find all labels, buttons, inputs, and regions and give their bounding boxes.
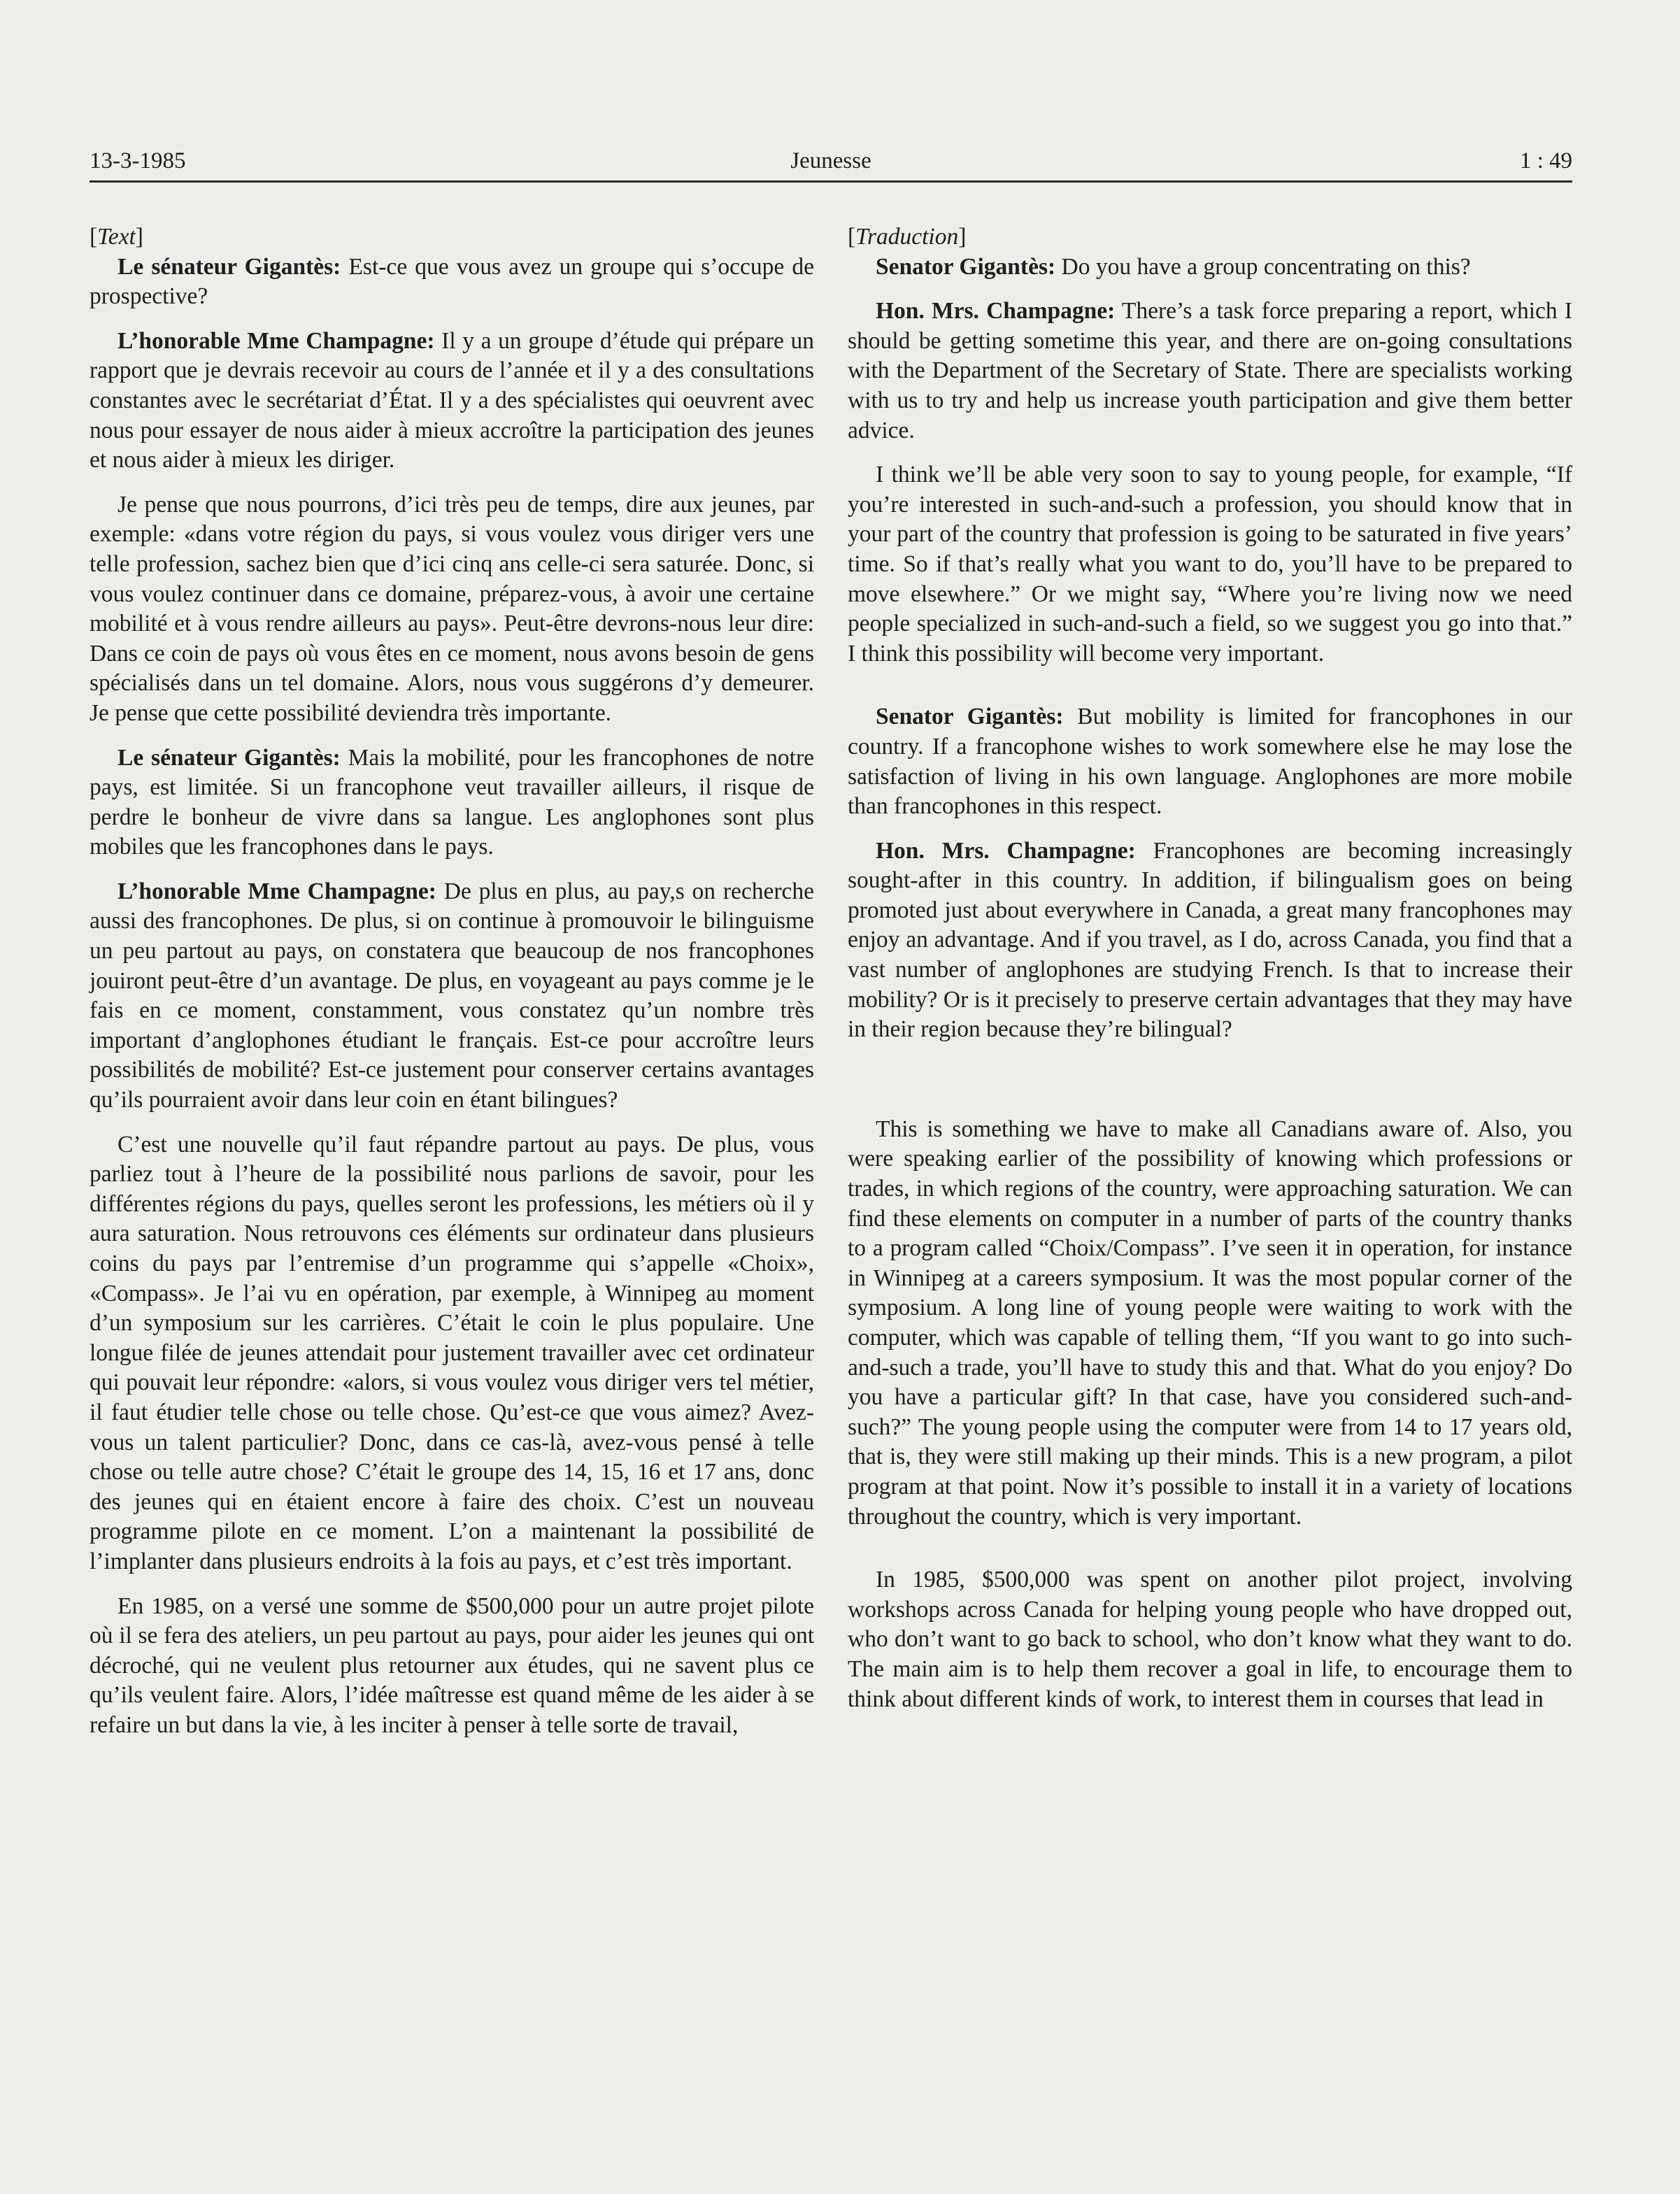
paragraph	[848, 836, 1572, 1045]
header-page-number: 1 : 49	[1519, 148, 1572, 173]
speaker-name: Hon. Mrs. Champagne:	[876, 298, 1116, 325]
paragraph	[90, 1130, 814, 1577]
paragraph	[90, 490, 814, 729]
speaker-name: Le sénateur Gigantès:	[118, 744, 341, 771]
paragraph	[848, 1115, 1572, 1532]
paragraph	[90, 743, 814, 862]
paragraph-text: Il y a un groupe d’étude qui prépare un rapport que je devrais recevoir au cours de l’année et il y a des consultations constantes avec le secrétariat d’État. Il y a des spécialistes qui oeuvrent avec nous pour essayer de nous aider à mieux accroître la participation des jeunes et nous aider à mieux les diriger.	[90, 327, 814, 473]
header-rule	[90, 180, 1572, 183]
header-title: Jeunesse	[790, 148, 871, 173]
page-header	[90, 147, 1572, 179]
paragraph	[848, 460, 1572, 669]
speaker-name: Le sénateur Gigantès:	[118, 253, 341, 280]
speaker-name: L’honorable Mme Champagne:	[118, 327, 435, 354]
paragraph-text: There’s a task force preparing a report, which I should be getting sometime this year, and there are on-going consultations with the Department of the Secretary of State. There are specialists working with us to try and help us increase youth participation and give them better advice.	[848, 298, 1573, 443]
paragraph-text: In 1985, $500,000 was spent on another pilot project, involving workshops across Canada for helping young people who have dropped out, who don’t want to go back to school, who don’t know what they want to do. The main aim is to help them recover a goal in life, to encourage them to think about different kinds of work, to interest them in courses that lead in	[848, 1567, 1572, 1712]
french-column	[90, 222, 814, 1755]
speaker-name: Senator Gigantès:	[876, 704, 1064, 730]
paragraph	[848, 702, 1572, 821]
speaker-name: Hon. Mrs. Champagne:	[876, 837, 1136, 864]
paragraph-text: Je pense que nous pourrons, d’ici très peu de temps, dire aux jeunes, par exemple: «dans votre région du pays, si vous voulez vous diriger vers une telle profession, sachez bien que d’ici cinq ans celle-ci sera saturée. Donc, si vous voulez continuer dans ce domaine, préparez-vous, à avoir une certaine mobilité et à vous rendre ailleurs au pays». Peut-être devrons-nous leur dire: Dans ce coin de pays où vous êtes en ce moment, nous avons besoin de gens spécialisés dans un tel domaine. Alors, nous vous suggérons d’y demeurer. Je pense que cette possibilité deviendra très importante.	[90, 491, 814, 726]
paragraph-text: But mobility is limited for francophones in our country. If a francophone wishes to work somewhere else he may lose the satisfaction of living in his own language. Anglophones are more mobile than francophones in this respect.	[848, 704, 1573, 820]
paragraph-text: C’est une nouvelle qu’il faut répandre partout au pays. De plus, vous parliez tout à l’heure de la possibilité nous parlions de savoir, pour les différentes régions du pays, quelles seront les professions, les métiers où il y aura saturation. Nous retrouvons ces éléments sur ordinateur dans plusieurs coins du pays par l’entremise d’un programme qui s’appelle «Choix», «Compass». Je l’ai vu en opération, par exemple, à Winnipeg au moment d’un symposium sur les carrières. C’était le coin le plus populaire. Une longue filée de jeunes attendait pour justement travailler avec cet ordinateur qui pouvait leur répondre: «alors, si vous voulez vous diriger vers tel métier, il faut étudier telle chose ou telle chose. Qu’est-ce que vous aimez? Avez-vous un talent particulier? Donc, dans ce cas-là, avez-vous pensé à telle chose ou telle autre chose? C’était le groupe des 14, 15, 16 et 17 ans, donc des jeunes qui en étaient encore à faire des choix. C’est un nouveau programme pilote en ce moment. L’on a maintenant la possibilité de l’implanter dans plusieurs endroits à la fois au pays, et c’est très important.	[90, 1131, 814, 1574]
paragraph	[90, 1592, 814, 1741]
paragraph	[848, 252, 1572, 283]
paragraph-text: Do you have a group concentrating on this?	[1055, 253, 1471, 280]
paragraph	[848, 1565, 1572, 1714]
paragraph-text: This is something we have to make all Canadians aware of. Also, you were speaking earlier of the possibility of knowing which professions or trades, in which regions of the country, were approaching saturation. We can find these elements on computer in a number of parts of the country thanks to a program called “Choix/Compass”. I’ve seen it in operation, for instance in Winnipeg at a careers symposium. It was the most popular corner of the symposium. A long line of young people were waiting to work with the computer, which was capable of telling them, “If you want to go into such-and-such a trade, you’ll have to study this and that. What do you enjoy? Do you have a particular gift? In that case, have you considered such-and-such?” The young people using the computer were from 14 to 17 years old, that is, they were still making up their minds. This is a new program, a pilot program at that point. Now it’s possible to install it in a variety of locations throughout the country, which is very important.	[848, 1116, 1572, 1530]
paragraph	[90, 327, 814, 476]
paragraph-text: En 1985, on a versé une somme de $500,000 pour un autre projet pilote où il se fera des ateliers, un peu partout au pays, pour aider les jeunes qui ont décroché, qui ne veulent plus retourner aux études, qui ne savent plus ce qu’ils veulent faire. Alors, l’idée maîtresse est quand même de les aider à se refaire un but dans la vie, à les inciter à penser à telle sorte de travail,	[90, 1593, 814, 1738]
speaker-name: L’honorable Mme Champagne:	[118, 878, 436, 904]
column-label: [Traduction]	[848, 224, 967, 250]
english-column	[848, 222, 1572, 1729]
paragraph	[848, 297, 1572, 446]
paragraph	[90, 877, 814, 1116]
column-label: [Text]	[90, 224, 143, 250]
paragraph-text: Est-ce que vous avez un groupe qui s’occupe de prospective?	[90, 253, 814, 310]
paragraph-text: Mais la mobilité, pour les francophones de notre pays, est limitée. Si un francophone veut travailler ailleurs, il risque de perdre le bonheur de vivre dans sa langue. Les anglophones sont plus mobiles que les francophones dans le pays.	[90, 744, 814, 860]
header-date: 13-3-1985	[90, 148, 186, 173]
paragraph-text: Francophones are becoming increasingly sought-after in this country. In addition, if bilingualism goes on being promoted just about everywhere in Canada, a great many francophones may enjoy an advantage. And if you travel, as I do, across Canada, you find that a vast number of anglophones are studying French. Is that to increase their mobility? Or is it precisely to preserve certain advantages that they may have in their region because they’re bilingual?	[848, 837, 1573, 1043]
paragraph	[90, 252, 814, 312]
paragraph-text: De plus en plus, au pay,s on recherche aussi des francophones. De plus, si on continue à promouvoir le bilinguisme un peu partout au pays, on constatera que beaucoup de nos francophones jouiront peut-être d’un avantage. De plus, en voyageant au pays comme je le fais en ce moment, constamment, vous constatez qu’un nombre très important d’anglophones étudiant le français. Est-ce pour accroître leurs possibilités de mobilité? Est-ce justement pour conserver certains avantages qu’ils pourraient avoir dans leur coin en étant bilingues?	[90, 878, 815, 1113]
speaker-name: Senator Gigantès:	[876, 253, 1056, 280]
paragraph-text: I think we’ll be able very soon to say to young people, for example, “If you’re interested in such-and-such a profession, you should know that in your part of the country that profession is going to be saturated in five years’ time. So if that’s really what you want to do, you’ll have to be prepared to move elsewhere.” Or we might say, “Where you’re living now we need people specialized in such-and-such a field, so we suggest you go into that.” I think this possibility will become very important.	[848, 462, 1572, 667]
